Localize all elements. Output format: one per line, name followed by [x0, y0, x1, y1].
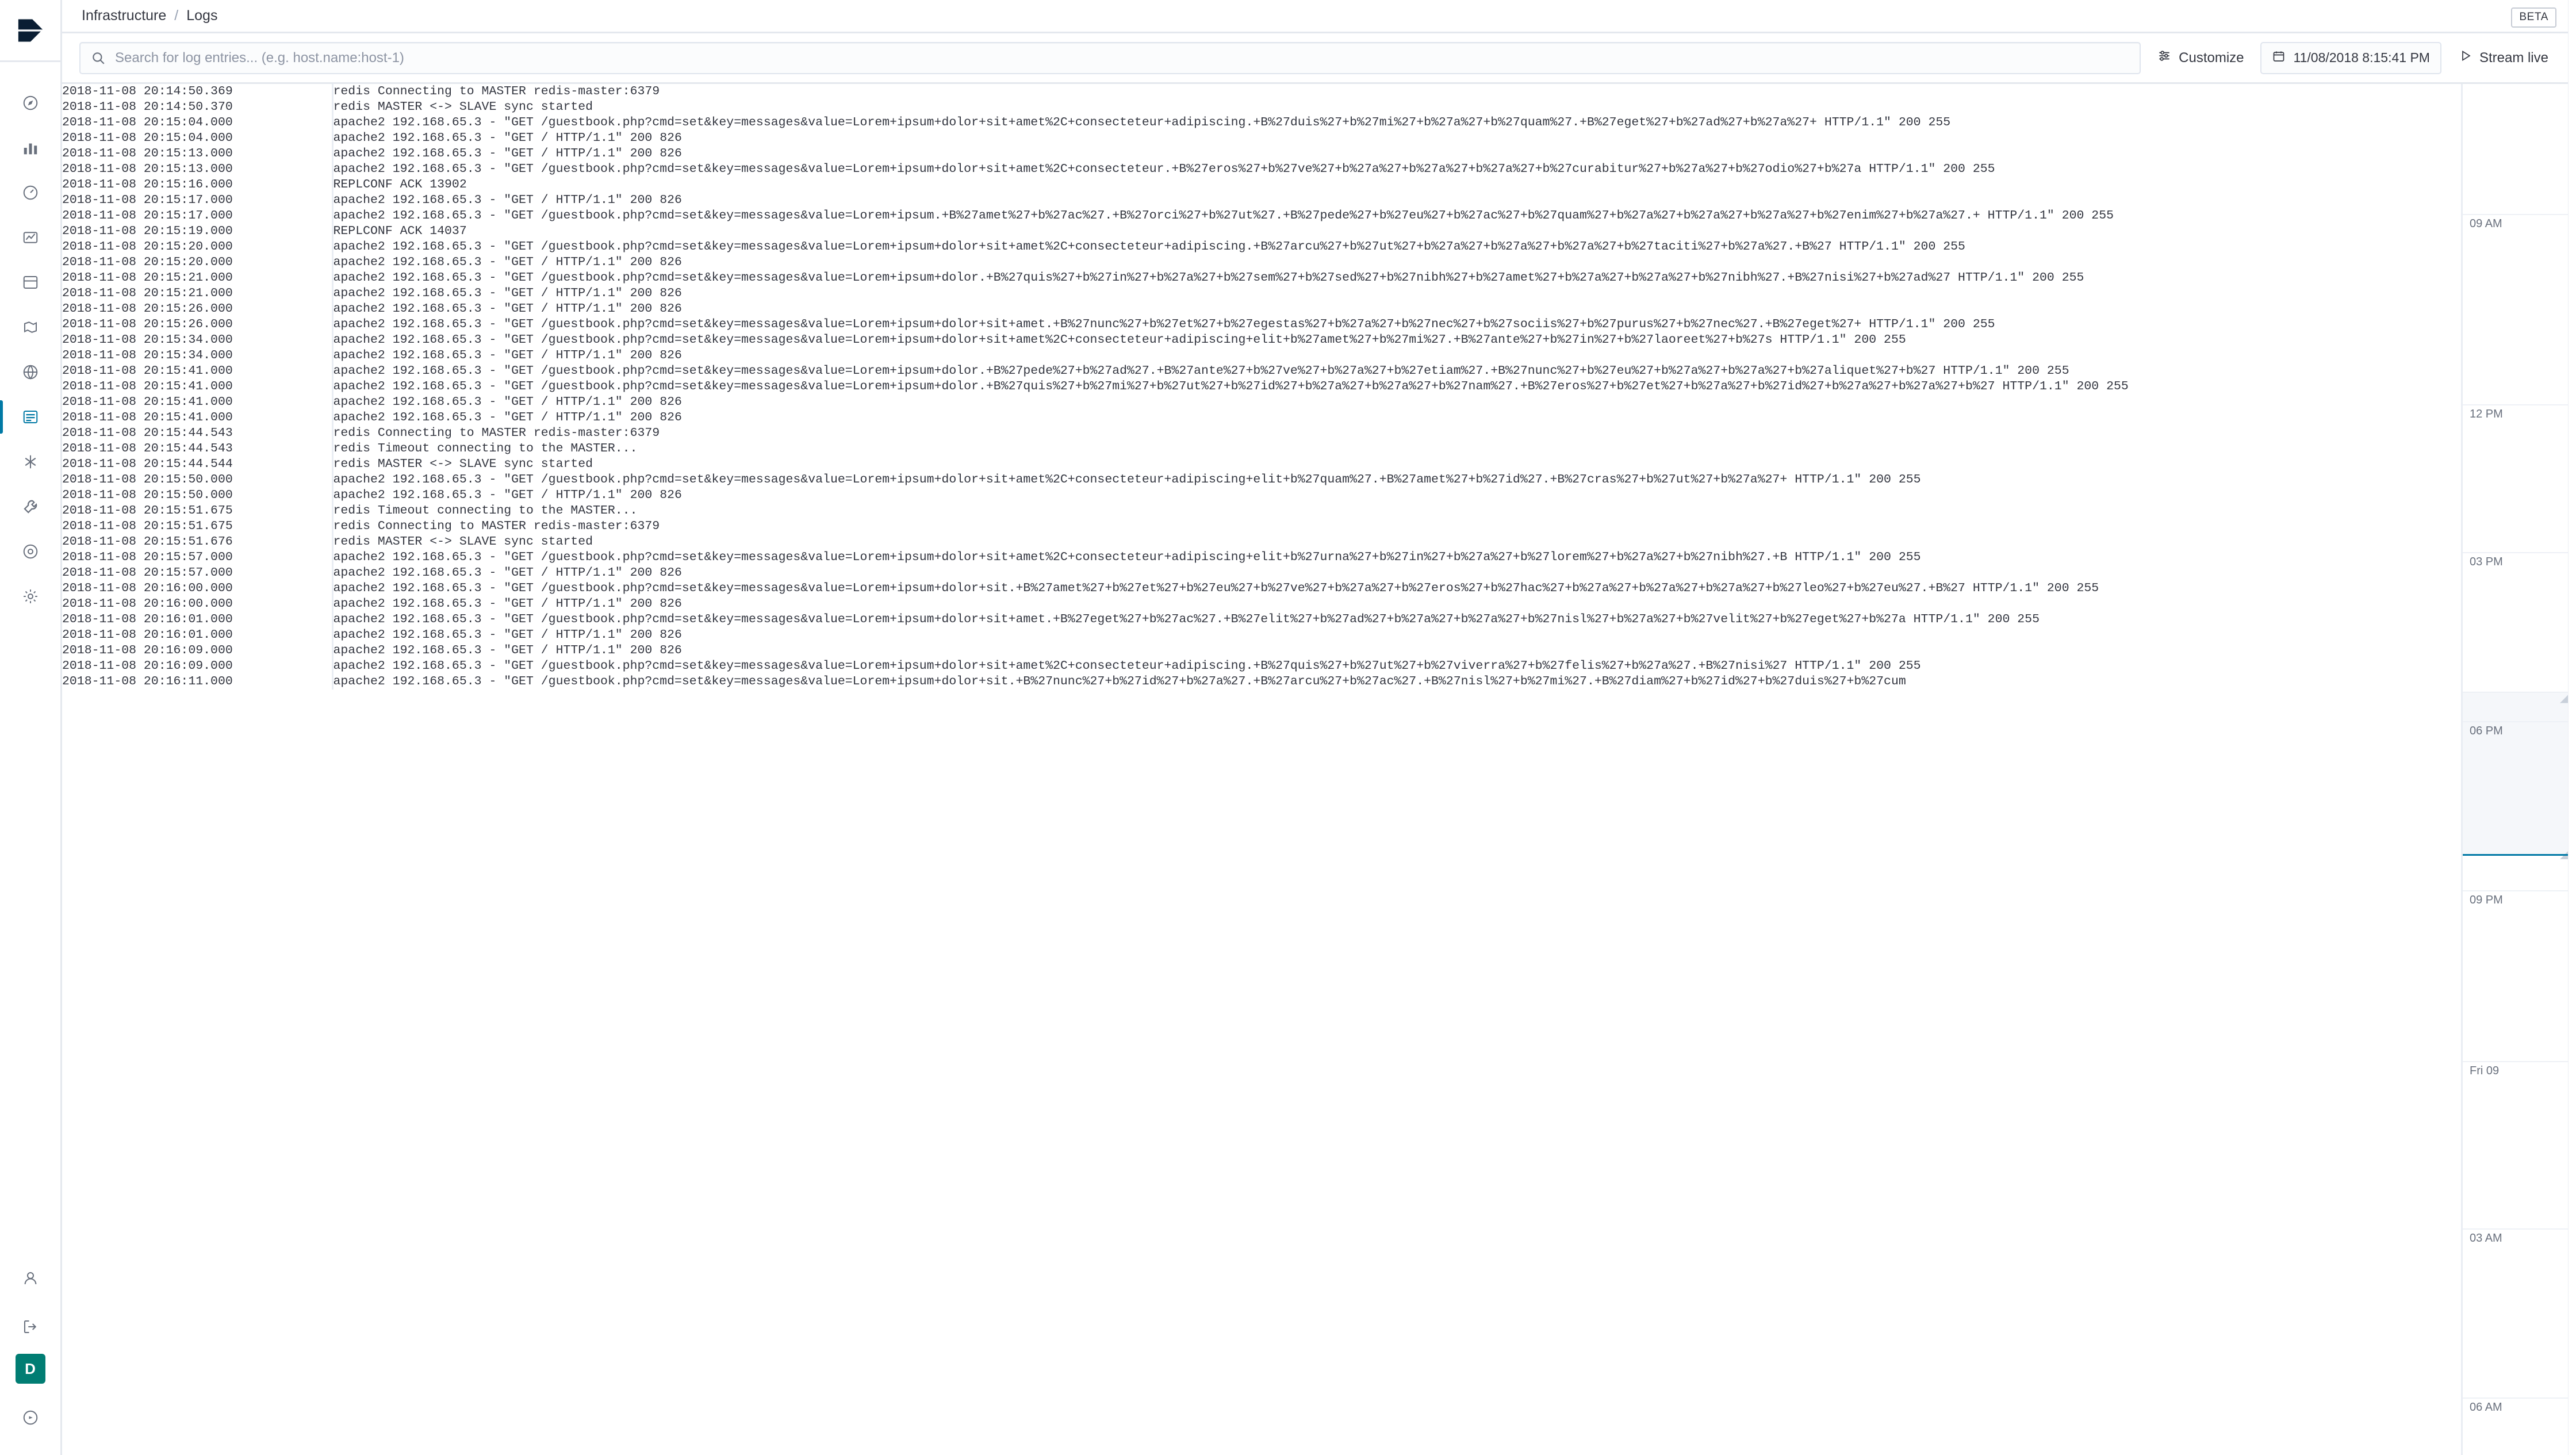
log-message: apache2 192.168.65.3 - "GET / HTTP/1.1" 200 826	[333, 349, 682, 362]
minimap-tick	[2463, 1397, 2576, 1399]
log-message: apache2 192.168.65.3 - "GET / HTTP/1.1" 200 826	[333, 644, 682, 657]
log-message: apache2 192.168.65.3 - "GET /guestbook.php?cmd=set&key=messages&value=Lorem+ipsum+dolor+sit+amet%2C+consecteteur+adipiscing+elit+b%27urna%27+b%27in%27+b%27a%27+b%27lorem%27+b%27a%27+b%27nibh%27.+B HTTP/1.1" 200 255	[333, 550, 1921, 564]
table-row[interactable]	[62, 534, 2461, 550]
log-message: apache2 192.168.65.3 - "GET / HTTP/1.1" 200 826	[333, 488, 682, 502]
log-viewport	[62, 84, 2576, 1455]
customize-label: Customize	[2179, 49, 2244, 66]
table-row[interactable]	[62, 643, 2461, 658]
sidebar-item-canvas[interactable]	[9, 261, 52, 304]
table-row[interactable]	[62, 84, 2461, 99]
log-message: apache2 192.168.65.3 - "GET / HTTP/1.1" 200 826	[333, 131, 682, 145]
log-message: apache2 192.168.65.3 - "GET / HTTP/1.1" 200 826	[333, 255, 682, 269]
table-row[interactable]	[62, 146, 2461, 162]
minimap-time-label: 12 PM	[2470, 407, 2503, 420]
search-input[interactable]	[114, 49, 2129, 67]
log-message: apache2 192.168.65.3 - "GET /guestbook.php?cmd=set&key=messages&value=Lorem+ipsum+dolor+sit+amet.+B%27nunc%27+b%27et%27+b%27egestas%27+b%27a%27+b%27nec%27+b%27sociis%27+b%27purus%27+b%27nec%27.+B%27eget%27+ HTTP/1.1" 200 255	[333, 317, 1995, 331]
log-message: redis Connecting to MASTER redis-master:6379	[333, 426, 660, 440]
log-timestamp: 2018-11-08 20:15:21.000	[62, 270, 332, 286]
table-row[interactable]	[62, 488, 2461, 503]
log-message: apache2 192.168.65.3 - "GET / HTTP/1.1" 200 826	[333, 193, 682, 207]
log-timestamp: 2018-11-08 20:15:44.544	[62, 457, 332, 472]
minimap-time-label: 03 AM	[2470, 1232, 2502, 1245]
log-timestamp: 2018-11-08 20:15:41.000	[62, 410, 332, 426]
minimap-tick	[2463, 1228, 2576, 1230]
table-row[interactable]	[62, 441, 2461, 457]
table-row[interactable]	[62, 332, 2461, 348]
log-timestamp: 2018-11-08 20:15:51.676	[62, 534, 332, 550]
search-bar[interactable]	[79, 42, 2141, 74]
table-row[interactable]	[62, 581, 2461, 596]
calendar-icon	[2272, 49, 2286, 67]
log-timestamp: 2018-11-08 20:15:21.000	[62, 286, 332, 301]
log-timestamp: 2018-11-08 20:15:50.000	[62, 472, 332, 488]
help-icon[interactable]	[9, 1396, 52, 1439]
log-message: apache2 192.168.65.3 - "GET /guestbook.php?cmd=set&key=messages&value=Lorem+ipsum+dolor.+B%27quis%27+b%27mi%27+b%27ut%27+b%27id%27+b%27a%27+b%27a%27+b%27nam%27.+B%27eros%27+b%27et%27+b%27a%27+b%27id%27+b%27a%27+b%27a%27+b%27 HTTP/1.1" 200 255	[333, 380, 2129, 393]
sidebar-item-management[interactable]	[9, 575, 52, 618]
log-message: apache2 192.168.65.3 - "GET /guestbook.php?cmd=set&key=messages&value=Lorem+ipsum+dolor+sit.+B%27nunc%27+b%27id%27+b%27a%27.+B%27arcu%27+b%27ac%27.+B%27nisl%27+b%27mi%27.+B%27diam%27+b%27id%27+b%27duis%27+b%27cum	[333, 675, 1906, 688]
log-timestamp: 2018-11-08 20:15:17.000	[62, 193, 332, 208]
table-row[interactable]	[62, 395, 2461, 410]
table-row[interactable]	[62, 550, 2461, 565]
log-timestamp: 2018-11-08 20:15:04.000	[62, 115, 332, 131]
table-row[interactable]	[62, 286, 2461, 301]
log-message: apache2 192.168.65.3 - "GET /guestbook.php?cmd=set&key=messages&value=Lorem+ipsum+dolor+sit+amet%2C+consecteteur+adipiscing.+B%27quis%27+b%27ut%27+b%27viverra%27+b%27felis%27+b%27a%27.+B%27nisi%27 HTTP/1.1" 200 255	[333, 659, 1921, 673]
log-message: apache2 192.168.65.3 - "GET / HTTP/1.1" 200 826	[333, 302, 682, 316]
sidebar-item-discover[interactable]	[9, 82, 52, 124]
breadcrumb	[62, 0, 2576, 33]
log-timestamp: 2018-11-08 20:15:57.000	[62, 550, 332, 565]
table-row[interactable]	[62, 565, 2461, 581]
log-timestamp: 2018-11-08 20:15:41.000	[62, 395, 332, 410]
table-row[interactable]	[62, 426, 2461, 441]
minimap-window[interactable]	[2463, 692, 2576, 856]
stream-live-label: Stream live	[2479, 49, 2548, 66]
table-row[interactable]	[62, 348, 2461, 363]
log-timestamp: 2018-11-08 20:16:01.000	[62, 612, 332, 627]
log-scroll-region[interactable]	[62, 84, 2461, 1455]
minimap-tick	[2463, 1061, 2576, 1062]
log-message: apache2 192.168.65.3 - "GET / HTTP/1.1" 200 826	[333, 395, 682, 409]
table-row[interactable]	[62, 596, 2461, 612]
table-row[interactable]	[62, 224, 2461, 239]
table-row[interactable]	[62, 503, 2461, 519]
minimap-current-time-marker	[2463, 854, 2576, 856]
log-timestamp: 2018-11-08 20:15:41.000	[62, 363, 332, 379]
table-row[interactable]	[62, 519, 2461, 534]
log-message: redis Connecting to MASTER redis-master:6379	[333, 519, 660, 533]
sidebar-item-visualize[interactable]	[9, 127, 52, 169]
table-row[interactable]	[62, 674, 2461, 690]
stream-live-button[interactable]	[2452, 42, 2559, 74]
log-timestamp: 2018-11-08 20:15:50.000	[62, 488, 332, 503]
table-row[interactable]	[62, 301, 2461, 317]
page-scrollbar[interactable]	[2568, 0, 2576, 1455]
query-toolbar	[62, 33, 2576, 84]
table-row[interactable]	[62, 99, 2461, 115]
log-timestamp: 2018-11-08 20:15:34.000	[62, 348, 332, 363]
log-message: redis Connecting to MASTER redis-master:6379	[333, 85, 660, 98]
log-message: REPLCONF ACK 13902	[333, 178, 467, 192]
minimap-tick	[2463, 404, 2576, 405]
main-content	[62, 0, 2576, 1455]
minimap-tick	[2463, 890, 2576, 891]
minimap-tick	[2463, 721, 2576, 722]
sidebar-item-infrastructure[interactable]	[9, 351, 52, 393]
log-timestamp: 2018-11-08 20:16:11.000	[62, 674, 332, 690]
log-message: redis MASTER <-> SLAVE sync started	[333, 100, 593, 114]
log-timestamp: 2018-11-08 20:15:51.675	[62, 519, 332, 534]
log-timestamp: 2018-11-08 20:15:44.543	[62, 426, 332, 441]
log-timestamp: 2018-11-08 20:14:50.369	[62, 84, 332, 99]
log-timestamp: 2018-11-08 20:16:01.000	[62, 627, 332, 643]
log-message: apache2 192.168.65.3 - "GET /guestbook.php?cmd=set&key=messages&value=Lorem+ipsum+dolor.+B%27pede%27+b%27ad%27.+B%27ante%27+b%27ve%27+b%27a%27+b%27etiam%27.+B%27nunc%27+b%27eu%27+b%27a%27+b%27a%27+b%27aliquet%27+b%27 HTTP/1.1" 200 255	[333, 364, 2069, 378]
date-value: 11/08/2018 8:15:41 PM	[2293, 50, 2430, 65]
log-message: apache2 192.168.65.3 - "GET / HTTP/1.1" 200 826	[333, 411, 682, 424]
log-minimap[interactable]	[2461, 84, 2576, 1455]
log-timestamp: 2018-11-08 20:15:26.000	[62, 301, 332, 317]
log-message: apache2 192.168.65.3 - "GET /guestbook.php?cmd=set&key=messages&value=Lorem+ipsum+dolor+sit+amet%2C+consecteteur+adipiscing+elit+b%27quam%27.+B%27amet%27+b%27id%27.+B%27cras%27+b%27ut%27+b%27a%27+ HTTP/1.1" 200 255	[333, 473, 1921, 487]
elastic-logo-icon[interactable]	[0, 0, 62, 62]
sidebar-item-apm[interactable]	[9, 441, 52, 483]
date-picker[interactable]	[2260, 42, 2441, 74]
table-row[interactable]	[62, 379, 2461, 395]
log-message: apache2 192.168.65.3 - "GET /guestbook.php?cmd=set&key=messages&value=Lorem+ipsum.+B%27amet%27+b%27ac%27.+B%27orci%27+b%27ut%27.+B%27pede%27+b%27eu%27+b%27ac%27+b%27quam%27+b%27a%27+b%27a%27+b%27a%27+b%27enim%27+b%27a%27.+ HTTP/1.1" 200 255	[333, 209, 2114, 223]
log-timestamp: 2018-11-08 20:15:13.000	[62, 162, 332, 177]
log-timestamp: 2018-11-08 20:16:09.000	[62, 658, 332, 674]
sidebar-item-maps[interactable]	[9, 306, 52, 349]
log-timestamp: 2018-11-08 20:15:20.000	[62, 255, 332, 270]
sidebar-item-logs[interactable]	[9, 396, 52, 438]
table-row[interactable]	[62, 317, 2461, 332]
table-row[interactable]	[62, 193, 2461, 208]
table-row[interactable]	[62, 239, 2461, 255]
log-message: apache2 192.168.65.3 - "GET /guestbook.php?cmd=set&key=messages&value=Lorem+ipsum+dolor+sit+amet.+B%27eget%27+b%27ac%27.+B%27elit%27+b%27ad%27+b%27a%27+b%27a%27+b%27nisl%27+b%27a%27+b%27velit%27+b%27eget%27+b%27a HTTP/1.1" 200 255	[333, 612, 2040, 626]
table-row[interactable]	[62, 208, 2461, 224]
log-timestamp: 2018-11-08 20:15:26.000	[62, 317, 332, 332]
log-timestamp: 2018-11-08 20:15:20.000	[62, 239, 332, 255]
log-timestamp: 2018-11-08 20:15:19.000	[62, 224, 332, 239]
log-timestamp: 2018-11-08 20:16:00.000	[62, 581, 332, 596]
log-timestamp: 2018-11-08 20:15:17.000	[62, 208, 332, 224]
log-timestamp: 2018-11-08 20:16:00.000	[62, 596, 332, 612]
table-row[interactable]	[62, 177, 2461, 193]
breadcrumb-logs[interactable]: Logs	[186, 7, 218, 24]
log-message: REPLCONF ACK 14037	[333, 224, 467, 238]
log-message: apache2 192.168.65.3 - "GET /guestbook.php?cmd=set&key=messages&value=Lorem+ipsum+dolor+sit.+B%27amet%27+b%27et%27+b%27eu%27+b%27ve%27+b%27a%27+b%27eros%27+b%27hac%27+b%27a%27+b%27a%27+b%27a%27+b%27leo%27+b%27eu%27.+B%27 HTTP/1.1" 200 255	[333, 581, 2099, 595]
table-row[interactable]	[62, 255, 2461, 270]
log-timestamp: 2018-11-08 20:16:09.000	[62, 643, 332, 658]
log-timestamp: 2018-11-08 20:15:41.000	[62, 379, 332, 395]
log-message: apache2 192.168.65.3 - "GET / HTTP/1.1" 200 826	[333, 566, 682, 580]
log-message: apache2 192.168.65.3 - "GET /guestbook.php?cmd=set&key=messages&value=Lorem+ipsum+dolor+sit+amet%2C+consecteteur+adipiscing.+B%27duis%27+b%27mi%27+b%27a%27+b%27quam%27.+B%27eget%27+b%27ad%27+b%27a%27+ HTTP/1.1" 200 255	[333, 116, 1951, 129]
minimap-tick	[2463, 552, 2576, 553]
log-message: redis MASTER <-> SLAVE sync started	[333, 457, 593, 471]
rail-bottom-group	[0, 1257, 60, 1445]
table-row[interactable]	[62, 162, 2461, 177]
logout-icon[interactable]	[9, 1305, 52, 1348]
play-icon	[2459, 49, 2472, 67]
log-message: apache2 192.168.65.3 - "GET / HTTP/1.1" 200 826	[333, 286, 682, 300]
minimap-time-label: 06 AM	[2470, 1401, 2502, 1414]
log-message: apache2 192.168.65.3 - "GET / HTTP/1.1" 200 826	[333, 628, 682, 642]
log-table	[62, 84, 2461, 690]
table-row[interactable]	[62, 363, 2461, 379]
table-row[interactable]	[62, 457, 2461, 472]
minimap-time-label: 09 AM	[2470, 217, 2502, 230]
search-icon	[91, 51, 106, 66]
log-message: apache2 192.168.65.3 - "GET /guestbook.php?cmd=set&key=messages&value=Lorem+ipsum+dolor+sit+amet%2C+consecteteur+adipiscing.+B%27arcu%27+b%27ut%27+b%27a%27+b%27a%27+b%27a%27+b%27taciti%27+b%27a%27.+B%27 HTTP/1.1" 200 255	[333, 240, 1965, 254]
table-row[interactable]	[62, 472, 2461, 488]
table-row[interactable]	[62, 627, 2461, 643]
log-message: redis MASTER <-> SLAVE sync started	[333, 535, 593, 549]
sidebar-item-dashboard[interactable]	[9, 171, 52, 214]
sidebar-item-dev-tools[interactable]	[9, 485, 52, 528]
breadcrumb-separator: /	[174, 7, 179, 24]
minimap-time-label: Fri 09	[2470, 1065, 2500, 1078]
customize-button[interactable]	[2151, 42, 2249, 74]
avatar[interactable]: D	[16, 1354, 45, 1384]
minimap-time-label: 06 PM	[2470, 724, 2503, 737]
minimap-time-label: 09 PM	[2470, 894, 2503, 907]
minimap-time-label: 03 PM	[2470, 555, 2503, 568]
log-timestamp: 2018-11-08 20:15:04.000	[62, 131, 332, 146]
log-timestamp: 2018-11-08 20:15:34.000	[62, 332, 332, 348]
log-message: apache2 192.168.65.3 - "GET /guestbook.php?cmd=set&key=messages&value=Lorem+ipsum+dolor+sit+amet%2C+consecteteur+adipiscing+elit+b%27amet%27+b%27mi%27.+B%27ante%27+b%27in%27+b%27laoreet%27+b%27s HTTP/1.1" 200 255	[333, 333, 1906, 347]
table-row[interactable]	[62, 658, 2461, 674]
table-row[interactable]	[62, 410, 2461, 426]
log-timestamp: 2018-11-08 20:15:44.543	[62, 441, 332, 457]
log-timestamp: 2018-11-08 20:15:13.000	[62, 146, 332, 162]
controls-icon	[2157, 48, 2172, 67]
user-icon[interactable]	[9, 1257, 52, 1300]
breadcrumb-infrastructure[interactable]: Infrastructure	[82, 7, 167, 24]
table-row[interactable]	[62, 115, 2461, 131]
table-row[interactable]	[62, 131, 2461, 146]
log-timestamp: 2018-11-08 20:15:16.000	[62, 177, 332, 193]
sidebar-item-timelion[interactable]	[9, 216, 52, 259]
log-timestamp: 2018-11-08 20:14:50.370	[62, 99, 332, 115]
table-row[interactable]	[62, 612, 2461, 627]
log-message: redis Timeout connecting to the MASTER...	[333, 442, 638, 455]
log-message: apache2 192.168.65.3 - "GET /guestbook.php?cmd=set&key=messages&value=Lorem+ipsum+dolor+sit+amet%2C+consecteteur.+B%27eros%27+b%27ve%27+b%27a%27+b%27a%27+b%27a%27+b%27curabitur%27+b%27a%27+b%27odio%27+b%27a HTTP/1.1" 200 255	[333, 162, 1995, 176]
log-message: redis Timeout connecting to the MASTER...	[333, 504, 638, 518]
sidebar-item-monitoring[interactable]	[9, 530, 52, 573]
global-nav-rail	[0, 0, 62, 1455]
minimap-tick	[2463, 214, 2576, 215]
status-badge: BETA	[2511, 7, 2556, 28]
log-timestamp: 2018-11-08 20:15:57.000	[62, 565, 332, 581]
log-message: apache2 192.168.65.3 - "GET / HTTP/1.1" 200 826	[333, 147, 682, 160]
log-message: apache2 192.168.65.3 - "GET /guestbook.php?cmd=set&key=messages&value=Lorem+ipsum+dolor.+B%27quis%27+b%27in%27+b%27a%27+b%27sem%27+b%27sed%27+b%27nibh%27+b%27amet%27+b%27a%27+b%27a%27+b%27nibh%27.+B%27nisi%27+b%27ad%27 HTTP/1.1" 200 255	[333, 271, 2084, 285]
log-message: apache2 192.168.65.3 - "GET / HTTP/1.1" 200 826	[333, 597, 682, 611]
table-row[interactable]	[62, 270, 2461, 286]
log-timestamp: 2018-11-08 20:15:51.675	[62, 503, 332, 519]
rail-icon-list	[9, 82, 52, 620]
